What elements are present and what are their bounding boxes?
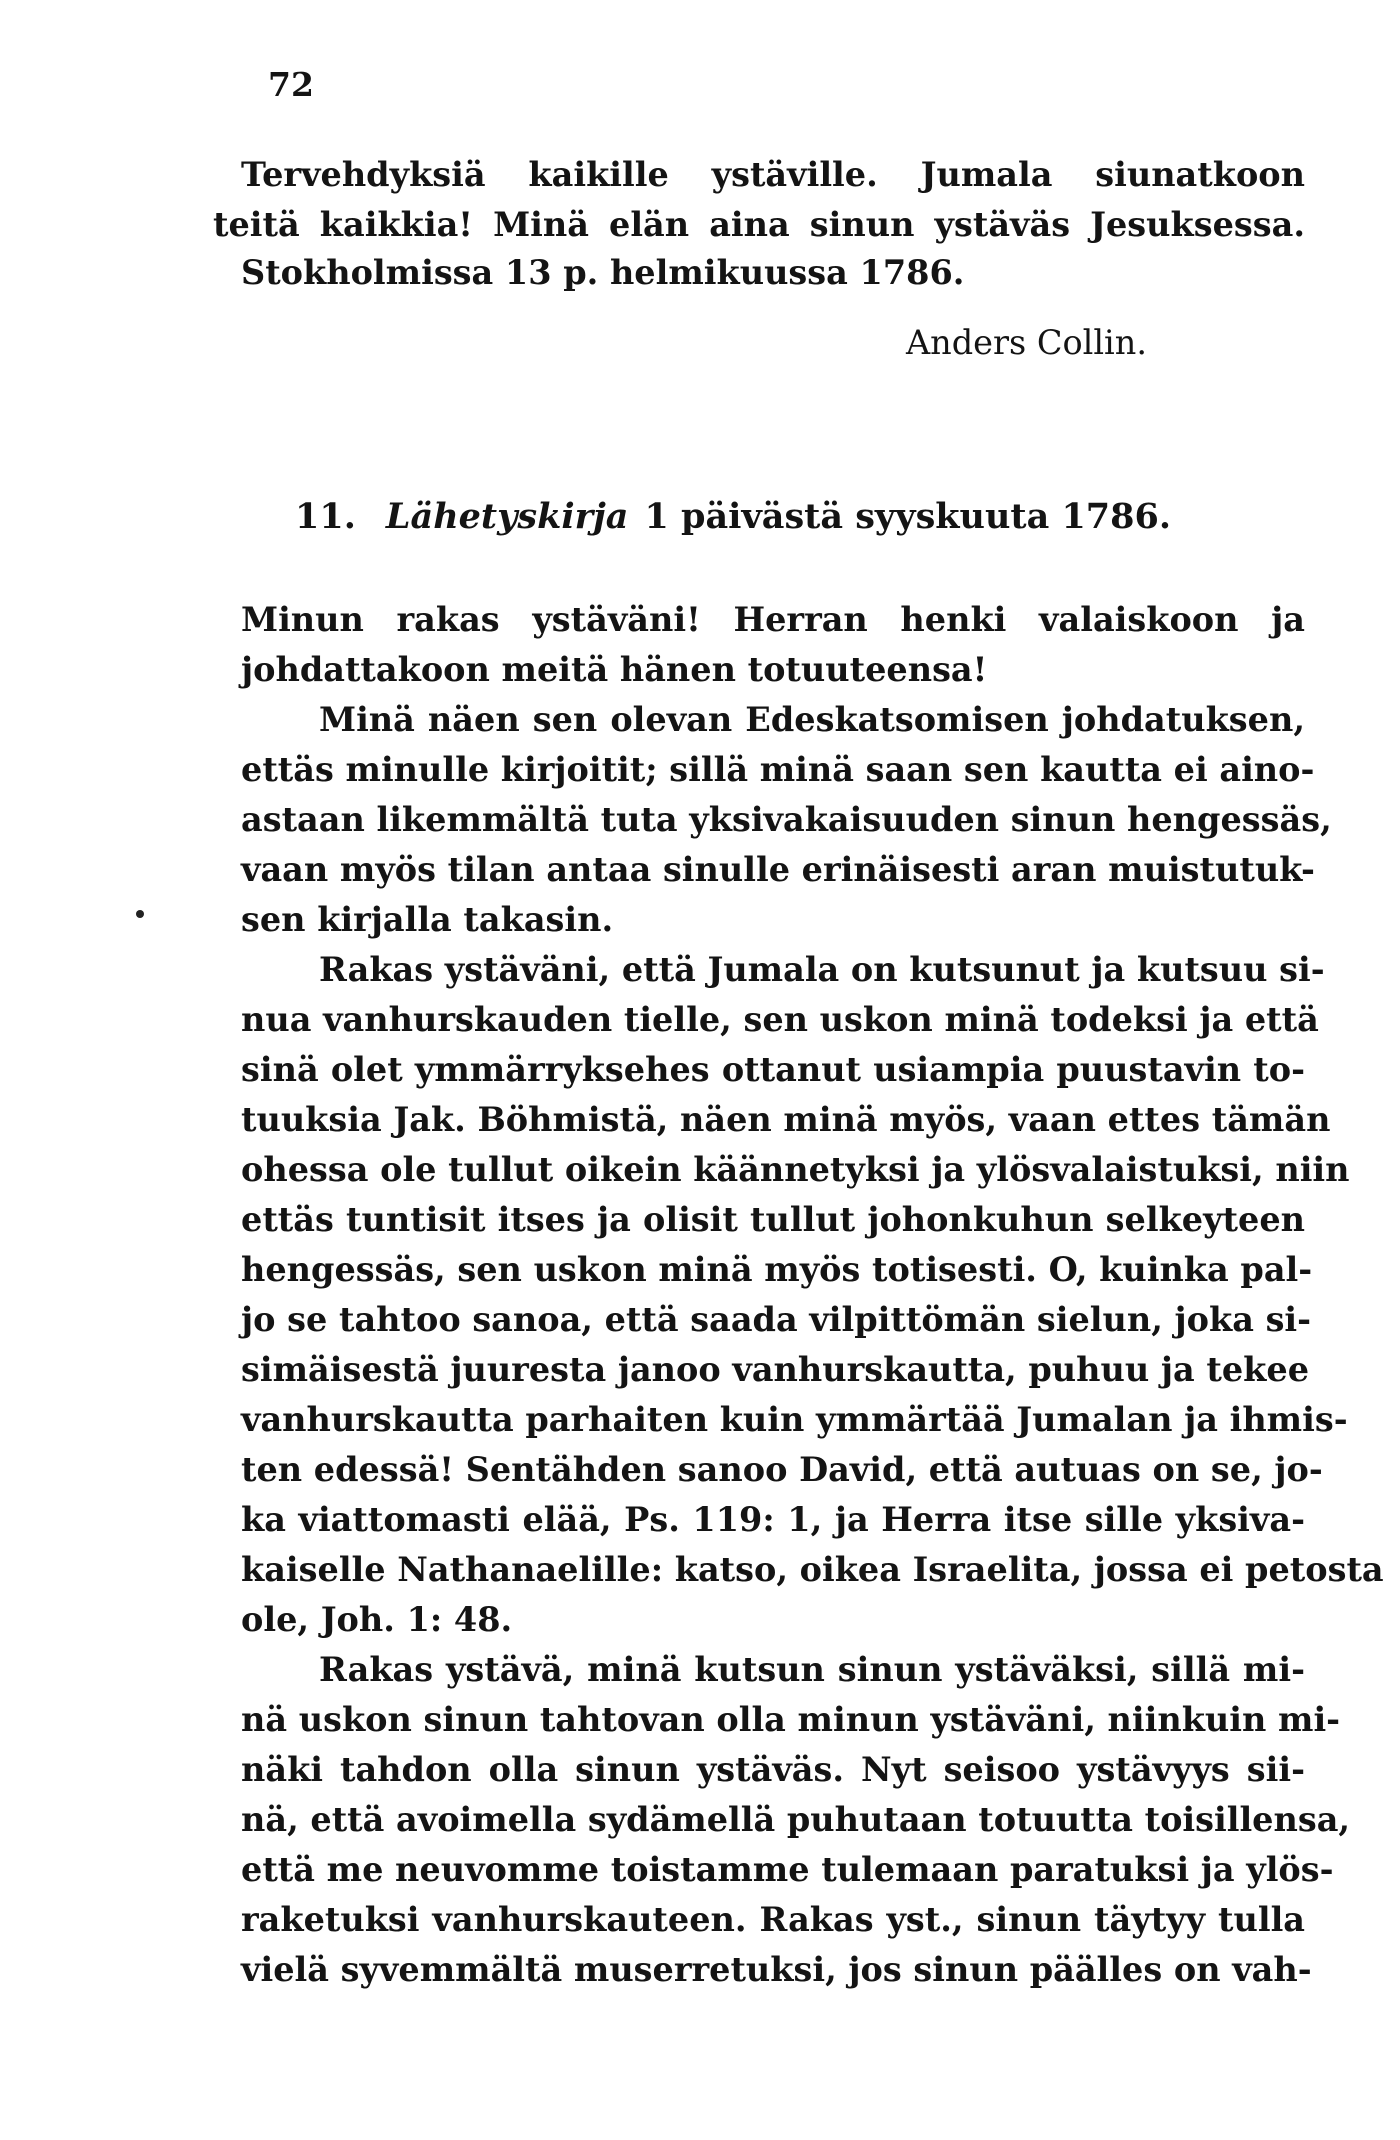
letter-number: 11. — [295, 496, 356, 537]
ink-speck — [136, 910, 144, 918]
text-line: vanhurskautta parhaiten kuin ymmärtää Jumalan ja ihmis- — [241, 1400, 1348, 1439]
text-line: sinä olet ymmärryksehes ottanut usiampia puustavin to- — [241, 1050, 1305, 1089]
text-line: nä uskon sinun tahtovan olla minun ystäväni, niinkuin mi- — [241, 1700, 1341, 1739]
closing-line: Tervehdyksiä kaikille ystäville. Jumala siunatkoon — [241, 155, 1305, 194]
text-line: näki tahdon olla sinun ystäväs. Nyt seisoo ystävyys sii- — [241, 1750, 1305, 1789]
closing-line: Stokholmissa 13 p. helmikuussa 1786. — [241, 253, 965, 292]
text-line: ole, Joh. 1: 48. — [241, 1600, 513, 1639]
text-line: johdattakoon meitä hänen totuuteensa! — [241, 650, 988, 689]
text-line: vielä syvemmältä muserretuksi, jos sinun päälles on vah- — [241, 1950, 1312, 1989]
text-line: ettäs minulle kirjoitit; sillä minä saan sen kautta ei aino- — [241, 750, 1315, 789]
text-line: nua vanhurskauden tielle, sen uskon minä todeksi ja että — [241, 1000, 1319, 1039]
text-line: ohessa ole tullut oikein käännetyksi ja ylösvalaistuksi, niin — [241, 1150, 1350, 1189]
text-line: vaan myös tilan antaa sinulle erinäisesti aran muistutuk- — [241, 850, 1315, 889]
letter-date: 1 päivästä syyskuuta 1786. — [644, 496, 1172, 537]
text-line: hengessäs, sen uskon minä myös totisesti. O, kuinka pal- — [241, 1250, 1313, 1289]
text-line: ten edessä! Sentähden sanoo David, että autuas on se, jo- — [241, 1450, 1323, 1489]
text-line: Rakas ystäväni, että Jumala on kutsunut ja kutsuu si- — [319, 950, 1325, 989]
page-number: 72 — [268, 65, 314, 104]
text-line: simäisestä juuresta janoo vanhurskautta, puhuu ja tekee — [241, 1350, 1310, 1389]
text-line: että me neuvomme toistamme tulemaan paratuksi ja ylös- — [241, 1850, 1334, 1889]
text-line: ka viattomasti elää, Ps. 119: 1, ja Herra itse sille yksiva- — [241, 1500, 1305, 1539]
text-line: jo se tahtoo sanoa, että saada vilpittömän sielun, joka si- — [241, 1300, 1312, 1339]
text-line: Minun rakas ystäväni! Herran henki valaiskoon ja — [241, 600, 1305, 639]
text-line: astaan likemmältä tuta yksivakaisuuden sinun hengessäs, — [241, 800, 1332, 839]
letter-heading — [295, 492, 1359, 542]
text-line: Minä näen sen olevan Edeskatsomisen johdatuksen, — [319, 700, 1305, 739]
closing-line: teitä kaikkia! Minä elän aina sinun ystäväs Jesuksessa. — [213, 205, 1305, 244]
text-line: raketuksi vanhurskauteen. Rakas yst., sinun täytyy tulla — [241, 1900, 1305, 1939]
text-line: kaiselle Nathanaelille: katso, oikea Israelita, jossa ei petosta — [241, 1550, 1384, 1589]
closing-paragraph — [213, 150, 1305, 368]
text-line: tuuksia Jak. Böhmistä, näen minä myös, vaan ettes tämän — [241, 1100, 1331, 1139]
text-line: sen kirjalla takasin. — [241, 900, 614, 939]
letter-title: Lähetyskirja — [385, 496, 629, 537]
text-line: nä, että avoimella sydämellä puhutaan totuutta toisillensa, — [241, 1800, 1351, 1839]
letter-body — [241, 595, 1384, 1995]
text-line: ettäs tuntisit itses ja olisit tullut johonkuhun selkeyteen — [241, 1200, 1305, 1239]
text-line: Rakas ystävä, minä kutsun sinun ystäväksi, sillä mi- — [319, 1650, 1305, 1689]
signature: Anders Collin. — [905, 323, 1147, 362]
